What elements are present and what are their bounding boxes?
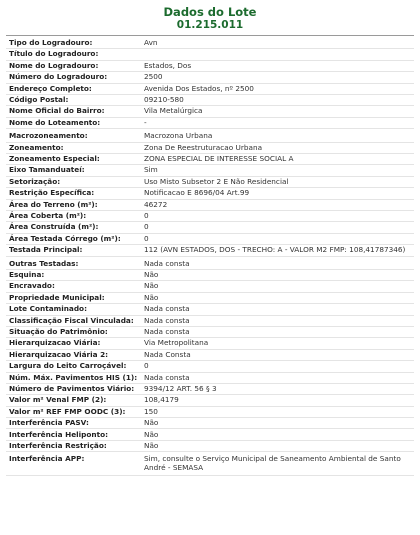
row-value: 0	[141, 210, 414, 221]
table-row	[6, 292, 414, 303]
table-row	[6, 256, 414, 269]
row-value: Nada consta	[141, 372, 414, 383]
table-row	[6, 361, 414, 372]
row-label: Hierarquizacao Viária:	[6, 338, 141, 349]
row-value: 108,4179	[141, 395, 414, 406]
table-row	[6, 406, 414, 417]
table-row	[6, 233, 414, 244]
table-row	[6, 304, 414, 315]
table-row	[6, 176, 414, 187]
row-label: Valor m² REF FMP OODC (3):	[6, 406, 141, 417]
table-row	[6, 106, 414, 117]
table-row	[6, 429, 414, 440]
table-row	[6, 383, 414, 394]
row-value	[141, 49, 414, 60]
table-row	[6, 154, 414, 165]
row-value: 2500	[141, 72, 414, 83]
page-title: Dados do Lote	[163, 5, 257, 19]
row-value: Sim	[141, 165, 414, 176]
table-row	[6, 418, 414, 429]
row-label: Eixo Tamanduateí:	[6, 165, 141, 176]
table-row	[6, 349, 414, 360]
row-value: Notificacao E 8696/04 Art.99	[141, 188, 414, 199]
table-row	[6, 395, 414, 406]
row-value: Zona De Reestruturacao Urbana	[141, 142, 414, 153]
row-value: Sim, consulte o Serviço Municipal de Saneamento Ambiental de Santo André - SEMASA	[141, 452, 414, 476]
row-label: Área Testada Córrego (m²):	[6, 233, 141, 244]
row-label: Macrozoneamento:	[6, 129, 141, 142]
row-label: Área Construída (m²):	[6, 222, 141, 233]
row-label: Testada Principal:	[6, 245, 141, 256]
lot-details-rows	[6, 38, 414, 475]
row-value: Macrozona Urbana	[141, 129, 414, 142]
lot-details-table	[6, 38, 414, 476]
row-value: Avenida Dos Estados, nº 2500	[141, 83, 414, 94]
row-label: Interferência APP:	[6, 452, 141, 476]
row-label: Endereço Completo:	[6, 83, 141, 94]
row-label: Número de Pavimentos Viário:	[6, 383, 141, 394]
row-label: Outras Testadas:	[6, 256, 141, 269]
table-row	[6, 281, 414, 292]
table-row	[6, 83, 414, 94]
table-row	[6, 49, 414, 60]
row-value: -	[141, 117, 414, 128]
table-row	[6, 270, 414, 281]
row-label: Área do Terreno (m²):	[6, 199, 141, 210]
row-value: Uso Misto Subsetor 2 E Não Residencial	[141, 176, 414, 187]
row-label: Encravado:	[6, 281, 141, 292]
row-value: Nada consta	[141, 304, 414, 315]
row-value: Estados, Dos	[141, 60, 414, 71]
table-row	[6, 94, 414, 105]
row-label: Título do Logradouro:	[6, 49, 141, 60]
table-row	[6, 165, 414, 176]
table-row	[6, 315, 414, 326]
row-label: Área Coberta (m²):	[6, 210, 141, 221]
table-row	[6, 199, 414, 210]
row-label: Setorização:	[6, 176, 141, 187]
row-value: 9394/12 ART. 56 § 3	[141, 383, 414, 394]
panel-header	[6, 0, 414, 36]
row-value: 46272	[141, 199, 414, 210]
row-value: Não	[141, 429, 414, 440]
row-label: Propriedade Municipal:	[6, 292, 141, 303]
row-label: Interferência PASV:	[6, 418, 141, 429]
row-value: 150	[141, 406, 414, 417]
row-label: Tipo do Logradouro:	[6, 38, 141, 49]
row-value: Nada Consta	[141, 349, 414, 360]
row-label: Restrição Específica:	[6, 188, 141, 199]
table-row	[6, 210, 414, 221]
row-label: Nome do Logradouro:	[6, 60, 141, 71]
row-value: Nada consta	[141, 256, 414, 269]
row-value: 0	[141, 222, 414, 233]
table-row	[6, 117, 414, 128]
table-row	[6, 326, 414, 337]
table-row	[6, 452, 414, 476]
row-value: Não	[141, 270, 414, 281]
row-value: ZONA ESPECIAL DE INTERESSE SOCIAL A	[141, 154, 414, 165]
lot-number: 01.215.011	[176, 19, 244, 31]
row-label: Classificação Fiscal Vinculada:	[6, 315, 141, 326]
row-value: Vila Metalúrgica	[141, 106, 414, 117]
row-value: Não	[141, 292, 414, 303]
table-row	[6, 188, 414, 199]
row-label: Esquina:	[6, 270, 141, 281]
row-value: 09210-580	[141, 94, 414, 105]
row-label: Nome Oficial do Bairro:	[6, 106, 141, 117]
table-row	[6, 440, 414, 451]
row-value: 0	[141, 361, 414, 372]
row-label: Código Postal:	[6, 94, 141, 105]
row-value: Nada consta	[141, 315, 414, 326]
table-row	[6, 38, 414, 49]
row-value: Nada consta	[141, 326, 414, 337]
row-label: Valor m² Venal FMP (2):	[6, 395, 141, 406]
row-label: Zoneamento:	[6, 142, 141, 153]
table-row	[6, 72, 414, 83]
row-value: 112 (AVN ESTADOS, DOS - TRECHO: A - VALOR M2 FMP: 108,41787346)	[141, 245, 414, 256]
row-label: Largura do Leito Carroçável:	[6, 361, 141, 372]
row-value: Via Metropolitana	[141, 338, 414, 349]
row-value: 0	[141, 233, 414, 244]
row-value: Não	[141, 281, 414, 292]
row-label: Lote Contaminado:	[6, 304, 141, 315]
row-label: Situação do Patrimônio:	[6, 326, 141, 337]
table-row	[6, 142, 414, 153]
row-label: Número do Logradouro:	[6, 72, 141, 83]
row-value: Avn	[141, 38, 414, 49]
table-row	[6, 245, 414, 256]
row-label: Hierarquizacao Viária 2:	[6, 349, 141, 360]
table-row	[6, 372, 414, 383]
row-label: Interferência Restrição:	[6, 440, 141, 451]
row-label: Interferência Heliponto:	[6, 429, 141, 440]
table-row	[6, 60, 414, 71]
table-row	[6, 338, 414, 349]
table-row	[6, 129, 414, 142]
table-row	[6, 222, 414, 233]
row-label: Nome do Loteamento:	[6, 117, 141, 128]
row-label: Núm. Máx. Pavimentos HIS (1):	[6, 372, 141, 383]
row-value: Não	[141, 418, 414, 429]
row-label: Zoneamento Especial:	[6, 154, 141, 165]
row-value: Não	[141, 440, 414, 451]
